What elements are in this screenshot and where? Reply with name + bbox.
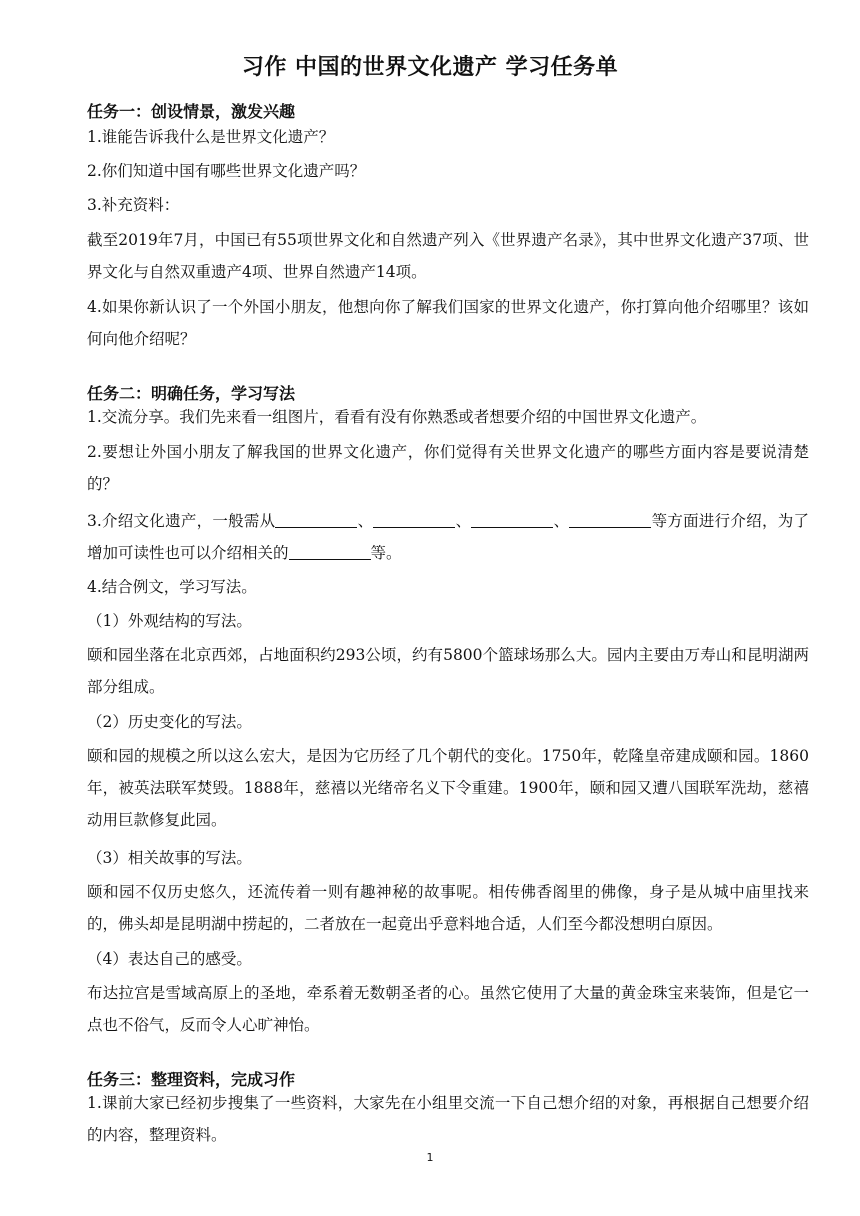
page-number: 1 (426, 1151, 434, 1164)
task1-question-3: 3.补充资料： (87, 196, 180, 214)
task2-question-3 (87, 505, 809, 569)
method-1-title: （1）外观结构的写法。 (87, 612, 252, 630)
task3-heading: 任务三：整理资料，完成习作 (87, 1070, 296, 1089)
fill-blank-4[interactable] (569, 509, 651, 528)
task1-heading: 任务一：创设情景，激发兴趣 (87, 102, 296, 121)
page-title: 习作 中国的世界文化遗产 学习任务单 (241, 55, 619, 80)
task1-question-4: 4.如果你新认识了一个外国小朋友，他想向你了解我们国家的世界文化遗产，你打算向他介绍哪里？该如何向他介绍呢？ (87, 298, 809, 348)
task1-question-2: 2.你们知道中国有哪些世界文化遗产吗？ (87, 162, 366, 180)
method-3-text: 颐和园不仅历史悠久，还流传着一则有趣神秘的故事呢。相传佛香阁里的佛像，身子是从城中庙里找来的，佛头却是昆明湖中捞起的，二者放在一起竟出乎意料地合适，人们至今都没想明白原因。 (87, 883, 809, 933)
fill-blank-2[interactable] (373, 509, 455, 528)
method-2-title: （2）历史变化的写法。 (87, 713, 252, 731)
fill-blank-3[interactable] (471, 509, 553, 528)
task2-question-2: 2.要想让外国小朋友了解我国的世界文化遗产，你们觉得有关世界文化遗产的哪些方面内容是要说清楚的？ (87, 443, 809, 493)
method-4-text: 布达拉宫是雪域高原上的圣地，牵系着无数朝圣者的心。虽然它使用了大量的黄金珠宝来装饰，但是它一点也不俗气，反而令人心旷神怡。 (87, 984, 809, 1034)
q3-sep-1: 、 (357, 512, 374, 530)
task3-question-1: 1.课前大家已经初步搜集了一些资料，大家先在小组里交流一下自己想介绍的对象，再根据自己想要介绍的内容，整理资料。 (87, 1094, 809, 1144)
task2-heading: 任务二：明确任务，学习写法 (87, 384, 296, 403)
q3-sep-3: 、 (553, 512, 570, 530)
method-4-title: （4）表达自己的感受。 (87, 950, 252, 968)
q3-suffix: 等。 (370, 544, 402, 562)
task1-material: 截至2019年7月，中国已有55项世界文化和自然遗产列入《世界遗产名录》，其中世界文化遗产37项、世界文化与自然双重遗产4项、世界自然遗产14项。 (87, 231, 809, 281)
task2-question-4: 4.结合例文，学习写法。 (87, 578, 257, 596)
method-3-title: （3）相关故事的写法。 (87, 849, 252, 867)
task2-question-1: 1.交流分享。我们先来看一组图片，看看有没有你熟悉或者想要介绍的中国世界文化遗产。 (87, 408, 707, 426)
fill-blank-5[interactable] (289, 541, 371, 560)
method-1-text: 颐和园坐落在北京西郊，占地面积约293公顷，约有5800个篮球场那么大。园内主要由万寿山和昆明湖两部分组成。 (87, 646, 809, 696)
task1-question-1: 1.谁能告诉我什么是世界文化遗产？ (87, 128, 335, 146)
method-2-text: 颐和园的规模之所以这么宏大，是因为它历经了几个朝代的变化。1750年，乾隆皇帝建成颐和园。1860年，被英法联军焚毁。1888年，慈禧以光绪帝名义下令重建。1900年，颐和园又遭八国联军洗劫，慈禧动用巨款修复此园。 (87, 747, 809, 829)
q3-mid: 等方面进行介绍，为了增加可读性也可以介绍相关的 (87, 512, 809, 562)
q3-sep-2: 、 (455, 512, 472, 530)
q3-prefix: 3.介绍文化遗产，一般需从 (87, 512, 276, 530)
fill-blank-1[interactable] (275, 509, 357, 528)
